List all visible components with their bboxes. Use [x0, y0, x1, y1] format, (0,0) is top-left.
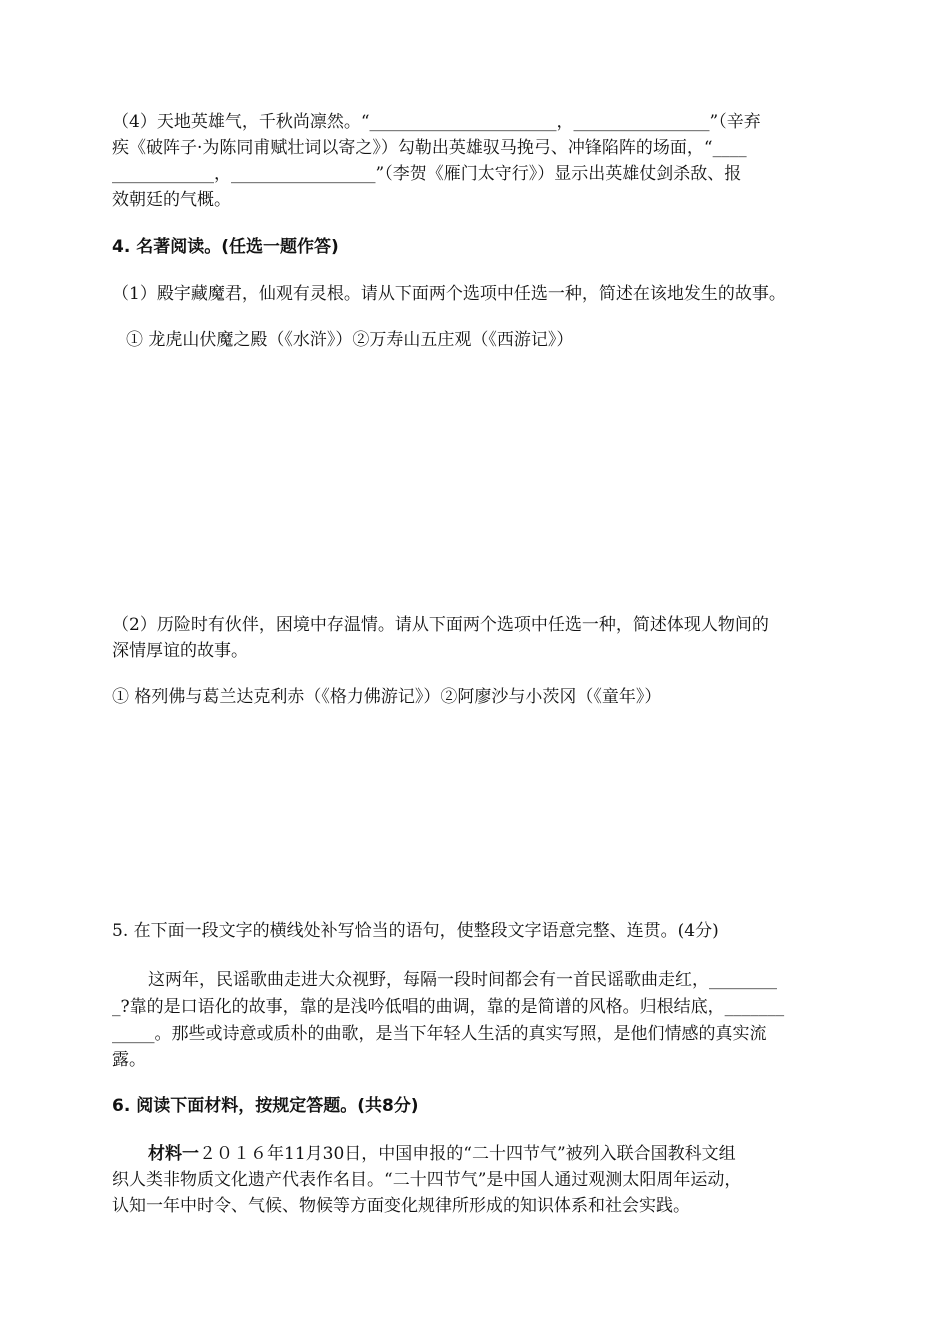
q3-4-line-1: （4）天地英雄气，千秋尚凛然。“______________________，________________”（辛弃 — [112, 112, 761, 132]
q6-heading: 6. 阅读下面材料，按规定答题。(共8分) — [112, 1096, 419, 1116]
q3-4-line-3: ____________，_________________”（李贺《雁门太守行》）显示出英雄仗剑杀敌、报 — [112, 164, 742, 184]
q5-line-4: 露。 — [112, 1050, 146, 1070]
q5-line-3: _____。那些或诗意或质朴的曲歌，是当下年轻人生活的真实写照，是他们情感的真实流 — [112, 1024, 767, 1044]
q4-part1-options: ① 龙虎山伏魔之殿（《水浒》）②万寿山五庄观（《西游记》） — [126, 330, 574, 350]
q6-material1-line-3: 认知一年中时令、气候、物候等方面变化规律所形成的知识体系和社会实践。 — [112, 1196, 690, 1216]
q3-4-line-4: 效朝廷的气概。 — [112, 190, 231, 210]
q6-material1-line-2: 织人类非物质文化遗产代表作名目。“二十四节气”是中国人通过观测太阳周年运动， — [112, 1170, 742, 1190]
q6-material1-label: 材料一 — [148, 1144, 199, 1164]
q4-part1-prompt: （1）殿宇藏魔君，仙观有灵根。请从下面两个选项中任选一种，简述在该地发生的故事。 — [112, 284, 786, 304]
q4-part2-prompt-line-1: （2）历险时有伙伴，困境中存温情。请从下面两个选项中任选一种，简述体现人物间的 — [112, 615, 769, 635]
q5-line-2: _?靠的是口语化的故事，靠的是浅吟低唱的曲调，靠的是简谱的风格。归根结底，_______ — [112, 997, 785, 1017]
q6-material1-line-1 — [148, 1142, 736, 1166]
q4-part2-options: ① 格列佛与葛兰达克利赤（《格力佛游记》）②阿廖沙与小茨冈（《童年》） — [112, 687, 662, 707]
q4-heading: 4. 名著阅读。(任选一题作答) — [112, 237, 339, 257]
q6-material1-text: ２０１６年11月30日，中国申报的“二十四节气”被列入联合国教科文组 — [199, 1144, 736, 1164]
q4-part2-prompt-line-2: 深情厚谊的故事。 — [112, 641, 248, 661]
q5-line-1: 这两年，民谣歌曲走进大众视野，每隔一段时间都会有一首民谣歌曲走红，________ — [148, 970, 777, 990]
q3-4-line-2: 疾《破阵子·为陈同甫赋壮词以寄之》）勾勒出英雄驭马挽弓、冲锋陷阵的场面，“____ — [112, 138, 747, 158]
q5-heading: 5. 在下面一段文字的横线处补写恰当的语句，使整段文字语意完整、连贯。(4分) — [112, 921, 719, 941]
